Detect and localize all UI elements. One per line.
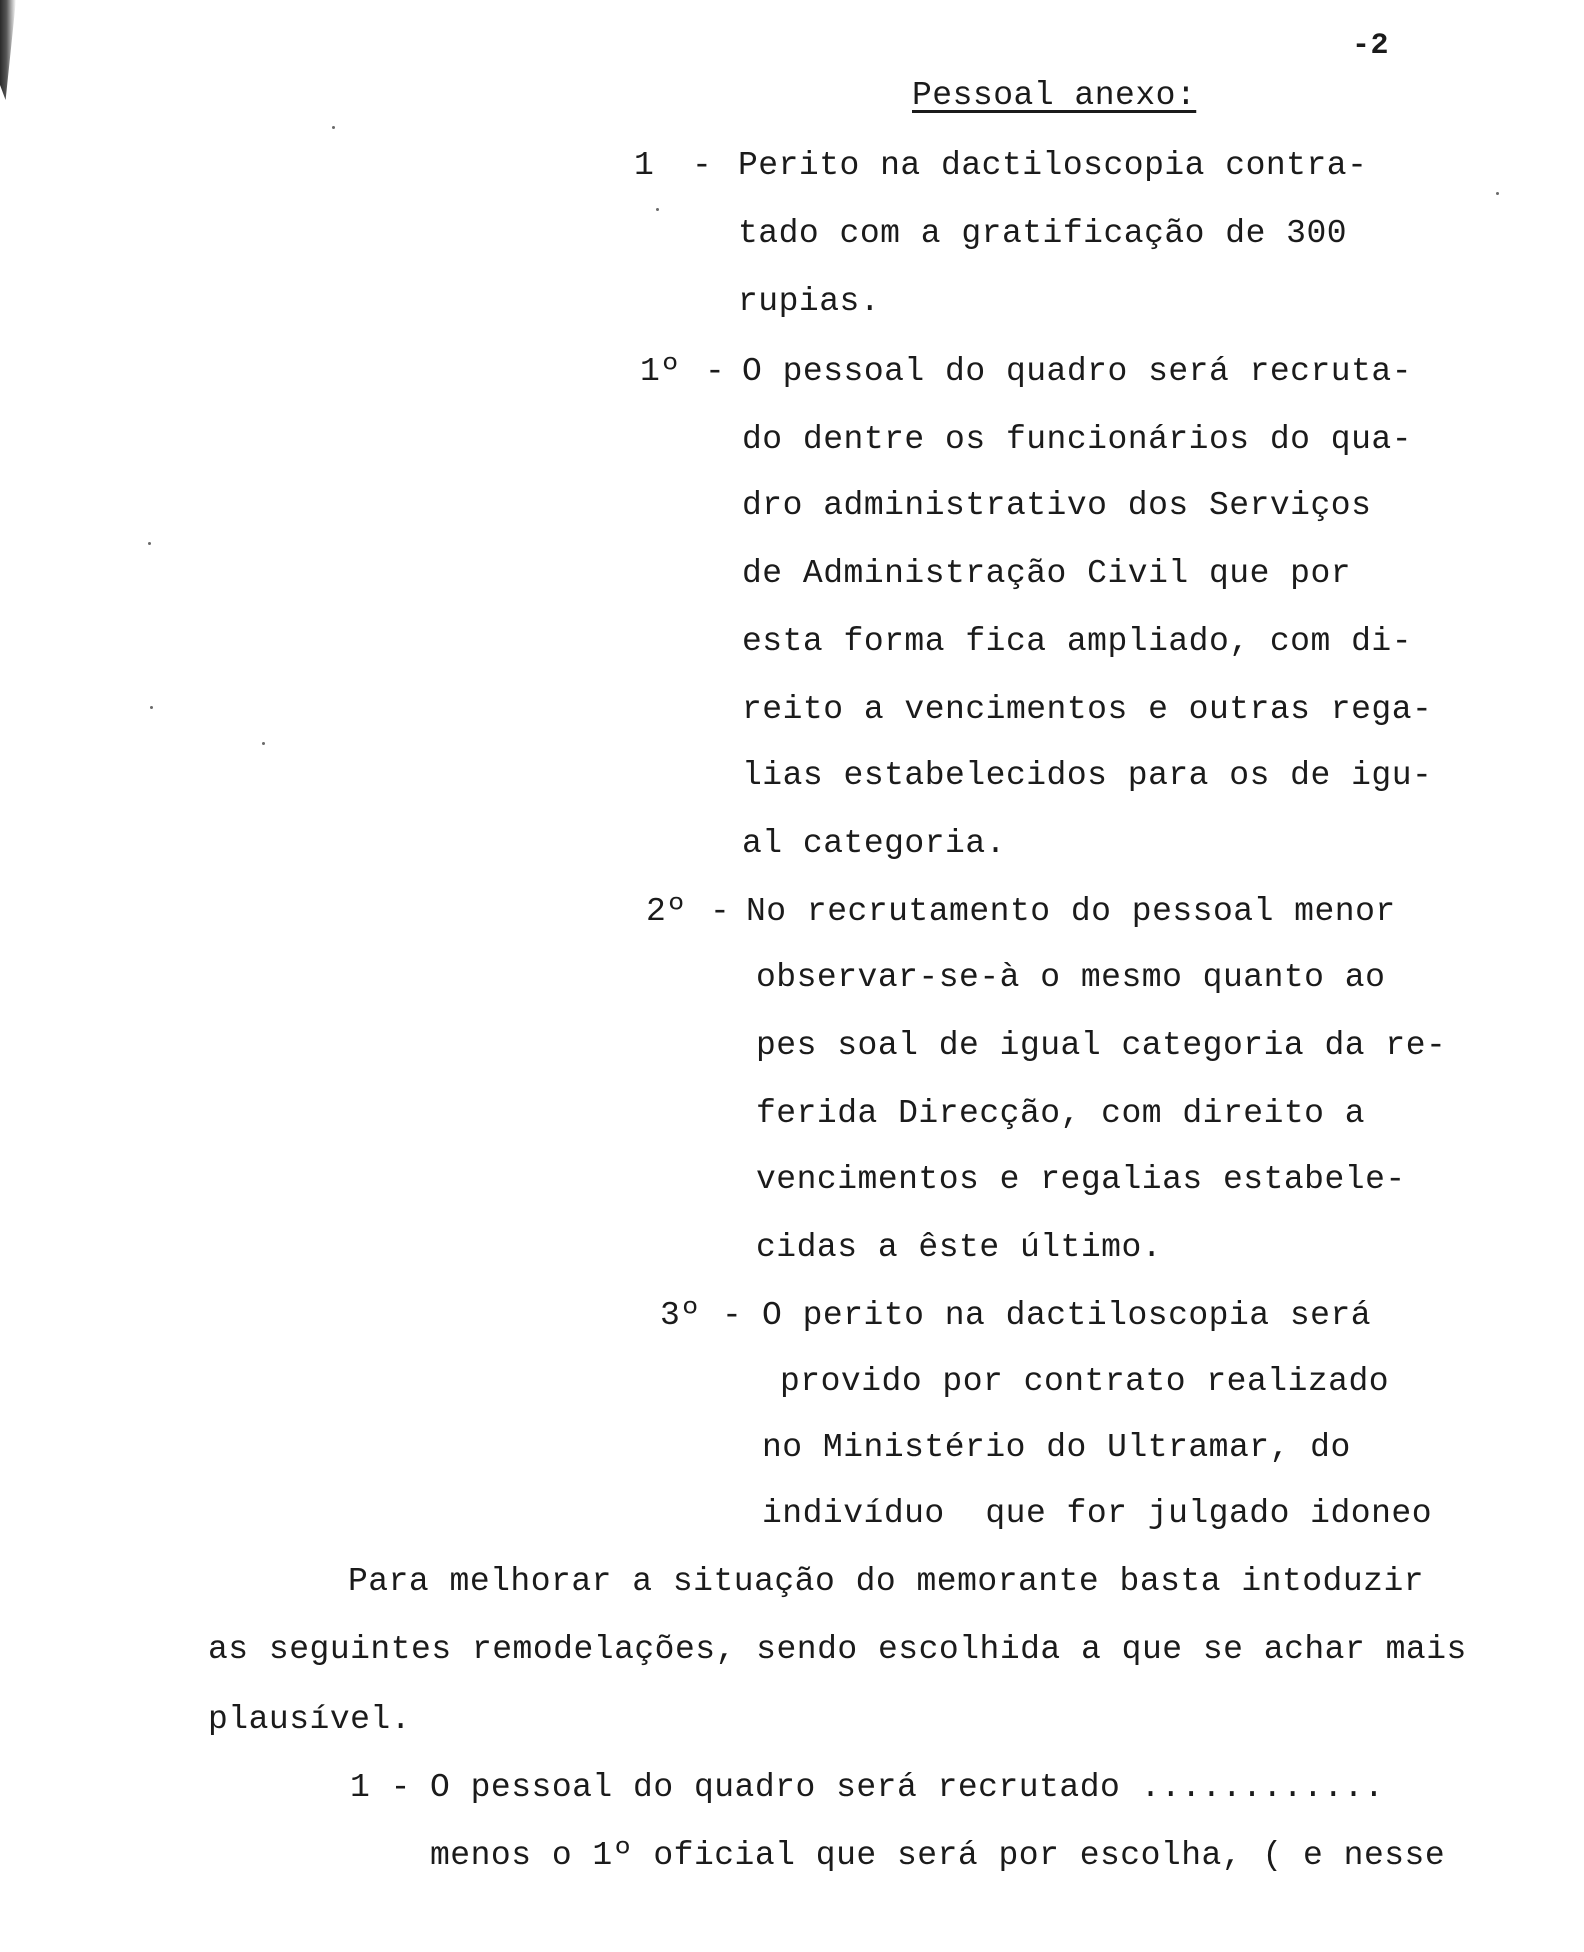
paragraph-line: plausível. [208,1701,412,1738]
final-item-number: 1 - [350,1769,411,1806]
scan-speck [1496,192,1499,195]
scan-speck [262,742,265,745]
item-dash: - [692,147,713,184]
item-dash: - [722,1297,743,1334]
item-number: 1 [634,147,655,184]
scan-edge-mark [0,0,16,100]
item-text-line: tado com a gratificação de 300 [738,215,1348,252]
item-text-line: esta forma fica ampliado, com di- [742,623,1413,660]
final-item-text-line: menos o 1º oficial que será por escolha, ( e nesse [430,1837,1446,1874]
page-number: -2 [1352,29,1390,63]
item-text-line: Perito na dactiloscopia contra- [738,147,1368,184]
item-text-line: cidas a êste último. [756,1229,1163,1266]
item-text-line: de Administração Civil que por [742,555,1352,592]
item-text-line: lias estabelecidos para os de igu- [742,757,1433,794]
paragraph-line: as seguintes remodelações, sendo escolhida a que se achar mais [208,1631,1467,1668]
section-heading: Pessoal anexo: [912,77,1197,114]
item-text-line: O perito na dactiloscopia será [762,1297,1372,1334]
item-text-line: O pessoal do quadro será recruta- [742,353,1413,390]
item-text-line: reito a vencimentos e outras rega- [742,691,1433,728]
scan-speck [332,126,335,129]
item-text-line: indivíduo que for julgado idoneo [762,1495,1433,1532]
item-text-line: provido por contrato realizado [780,1363,1390,1400]
final-item-text-line: O pessoal do quadro será recrutado ............ [430,1769,1385,1806]
paragraph-line: Para melhorar a situação do memorante basta intoduzir [348,1563,1425,1600]
item-text-line: rupias. [738,283,881,320]
item-number: 3º [660,1297,701,1334]
item-dash: - [705,353,726,390]
item-text-line: observar-se-à o mesmo quanto ao [756,959,1386,996]
scan-speck [148,542,151,545]
item-text-line: al categoria. [742,825,1006,862]
item-number: 1º [640,353,681,390]
scan-speck [150,706,153,709]
item-text-line: ferida Direcção, com direito a [756,1095,1366,1132]
item-number: 2º [646,893,687,930]
item-text-line: no Ministério do Ultramar, do [762,1429,1351,1466]
item-text-line: vencimentos e regalias estabele- [756,1161,1406,1198]
item-dash: - [710,893,731,930]
item-text-line: No recrutamento do pessoal menor [746,893,1396,930]
item-text-line: dro administrativo dos Serviços [742,487,1372,524]
item-text-line: pes soal de igual categoria da re- [756,1027,1447,1064]
scan-speck [656,208,659,211]
item-text-line: do dentre os funcionários do qua- [742,421,1413,458]
